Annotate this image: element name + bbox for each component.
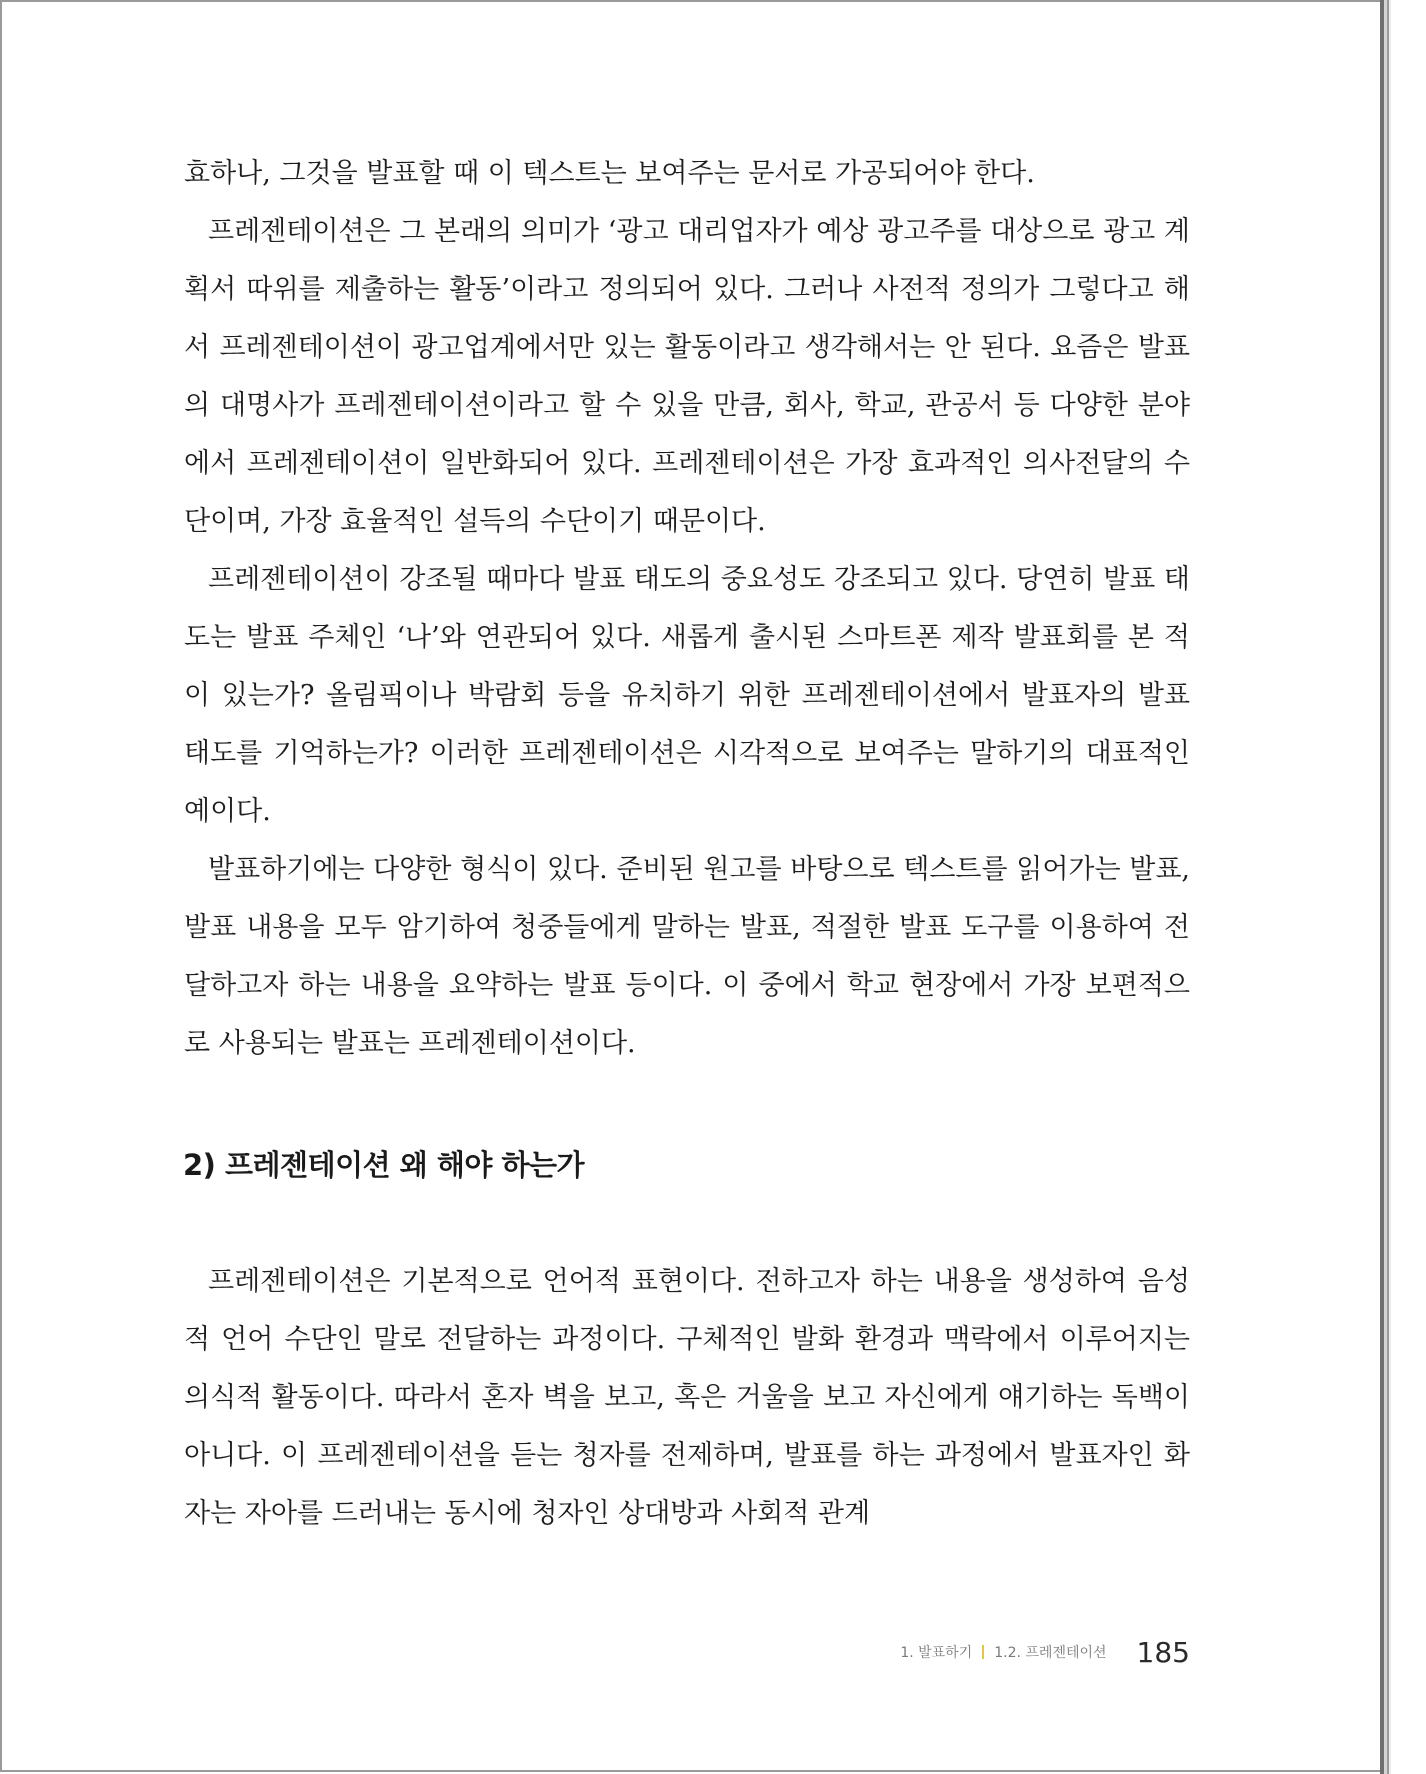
footer-separator	[982, 1645, 984, 1659]
paragraph-why: 프레젠테이션은 기본적으로 언어적 표현이다. 전하고자 하는 내용을 생성하여 음성적 언어 수단인 말로 전달하는 과정이다. 구체적인 발화 환경과 맥락에서 이루어지는 의식적 활동이다. 따라서 혼자 벽을 보고, 혹은 거울을 보고 자신에게 얘기하는 독백이 아니다. 이 프레젠테이션을 듣는 청자를 전제하며, 발표를 하는 과정에서 발표자인 화자는 자아를 드러내는 동시에 청자인 상대방과 사회적 관계	[184, 1266, 1190, 1529]
page-edge-outer	[1389, 0, 1391, 1774]
page-footer	[880, 1630, 1190, 1674]
paragraph-continuation: 효하나, 그것을 발표할 때 이 텍스트는 보여주는 문서로 가공되어야 한다.	[184, 158, 1035, 189]
footer-section: 1.2. 프레젠테이션	[994, 1645, 1107, 1661]
section-heading: 2) 프레젠테이션 왜 해야 하는가	[183, 1148, 584, 1182]
page-number: 185	[1136, 1635, 1190, 1669]
paragraph-formats: 발표하기에는 다양한 형식이 있다. 준비된 원고를 바탕으로 텍스트를 읽어가는 발표, 발표 내용을 모두 암기하여 청중들에게 말하는 발표, 적절한 발표 도구를 이용하여 전달하고자 하는 내용을 요약하는 발표 등이다. 이 중에서 학교 현장에서 가장 보편적으로 사용되는 발표는 프레젠테이션이다.	[184, 854, 1190, 1059]
body-text-top	[184, 145, 1190, 1073]
paragraph-definition: 프레젠테이션은 그 본래의 의미가 ‘광고 대리업자가 예상 광고주를 대상으로 광고 계획서 따위를 제출하는 활동’이라고 정의되어 있다. 그러나 사전적 정의가 그렇다고 해서 프레젠테이션이 광고업계에서만 있는 활동이라고 생각해서는 안 된다. 요즘은 발표의 대명사가 프레젠테이션이라고 할 수 있을 만큼, 회사, 학교, 관공서 등 다양한 분야에서 프레젠테이션이 일반화되어 있다. 프레젠테이션은 가장 효과적인 의사전달의 수단이며, 가장 효율적인 설득의 수단이기 때문이다.	[184, 216, 1190, 537]
paragraph-attitude: 프레젠테이션이 강조될 때마다 발표 태도의 중요성도 강조되고 있다. 당연히 발표 태도는 발표 주체인 ‘나’와 연관되어 있다. 새롭게 출시된 스마트폰 제작 발표회를 본 적이 있는가? 올림픽이나 박람회 등을 유치하기 위한 프레젠테이션에서 발표자의 발표 태도를 기억하는가? 이러한 프레젠테이션은 시각적으로 보여주는 말하기의 대표적인 예이다.	[184, 564, 1190, 827]
body-text-bottom	[184, 1253, 1190, 1543]
footer-chapter: 1. 발표하기	[900, 1645, 973, 1661]
